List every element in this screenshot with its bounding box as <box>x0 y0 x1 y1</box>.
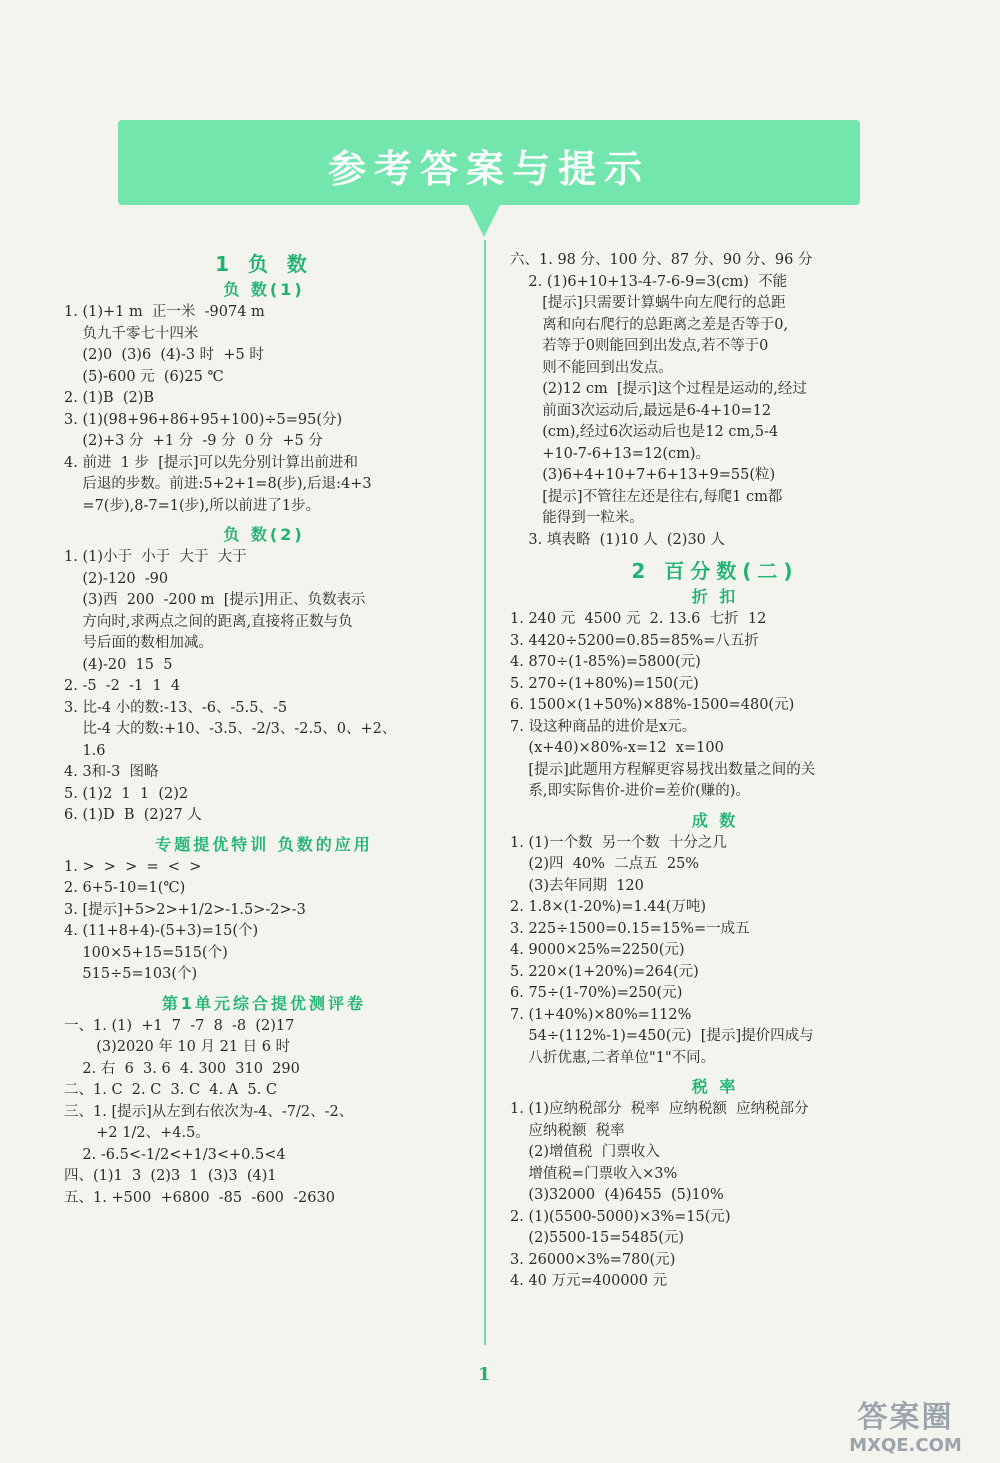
answer-line: 4. 前进 1 步 [提示]可以先分别计算出前进和 <box>64 454 359 471</box>
answer-line: (3)2020 年 10 月 21 日 6 时 <box>64 1039 291 1055</box>
answer-line: [提示]不管往左还是往右,每爬1 cm都 <box>510 488 783 505</box>
answer-line: [提示]只需要计算蜗牛向左爬行的总距 <box>510 295 786 311</box>
answer-line: (2)0 (3)6 (4)-3 时 +5 时 <box>64 347 264 363</box>
answer-line: (3)去年同期 120 <box>510 877 644 894</box>
answer-line: 1. (1)小于 小于 大于 大于 <box>64 549 247 565</box>
answers-negative-1 <box>64 302 464 517</box>
answer-line: +2 1/2、+4.5。 <box>64 1125 210 1141</box>
answer-line: 号后面的数相加减。 <box>64 635 213 651</box>
answer-line: (2)5500-15=5485(元) <box>510 1230 685 1246</box>
answer-line: (2)-120 -90 <box>64 570 169 587</box>
answer-line: 四、(1)1 3 (2)3 1 (3)3 (4)1 <box>64 1168 277 1184</box>
answer-line: 100×5+15=515(个) <box>64 944 228 961</box>
section-title-percent-2: 2 百分数(二) <box>631 559 799 583</box>
answer-line: (3)32000 (4)6455 (5)10% <box>510 1187 724 1203</box>
answer-line: 2. (1)6+10+13-4-7-6-9=3(cm) 不能 <box>510 273 788 290</box>
answer-line: 2. -6.5<-1/2<+1/3<+0.5<4 <box>64 1146 286 1163</box>
answer-line: 4. 3和-3 图略 <box>64 764 159 780</box>
watermark-logo-text: 答案圈 <box>857 1400 954 1435</box>
answer-line: 7. (1+40%)×80%=112% <box>510 1006 692 1023</box>
answer-line: 增值税=门票收入×3% <box>510 1165 678 1182</box>
answer-line: 2. 1.8×(1-20%)=1.44(万吨) <box>510 899 707 915</box>
answer-line: 方向时,求两点之间的距离,直接将正数与负 <box>64 613 353 630</box>
answers-negative-2 <box>64 547 464 827</box>
answer-line: 前面3次运动后,最远是6-4+10=12 <box>510 402 772 419</box>
answer-line: 1. (1)一个数 另一个数 十分之几 <box>510 834 727 851</box>
subsection-title-discount: 折 扣 <box>691 587 739 606</box>
watermark-logo <box>818 1400 993 1458</box>
answer-line: 4. 9000×25%=2250(元) <box>510 942 685 958</box>
answer-line: 2. 右 6 3. 6 4. 300 310 290 <box>64 1060 300 1077</box>
subsection-title-special-training: 专题提优特训 负数的应用 <box>155 834 373 854</box>
banner-pointer-decoration <box>468 205 500 237</box>
answer-line: 6. 75÷(1-70%)=250(元) <box>510 985 683 1001</box>
answer-line: 6. (1)D B (2)27 人 <box>64 807 202 823</box>
answer-line: (3)6+4+10+7+6+13+9=55(粒) <box>510 467 776 483</box>
answer-line: 3. (1)(98+96+86+95+100)÷5=95(分) <box>64 411 343 428</box>
answer-line: 4. 870÷(1-85%)=5800(元) <box>510 654 701 670</box>
subsection-title-tax-rate: 税 率 <box>691 1077 739 1096</box>
answer-line: 6. 1500×(1+50%)×88%-1500=480(元) <box>510 697 795 713</box>
answer-line: 3. 225÷1500=0.15=15%=一成五 <box>510 920 750 937</box>
watermark-url: MXQE.COM <box>849 1435 962 1456</box>
answer-line: (3)西 200 -200 m [提示]用正、负数表示 <box>64 592 366 608</box>
answer-line: (cm),经过6次运动后也是12 cm,5-4 <box>510 424 779 440</box>
answers-tax-rate <box>510 1099 920 1293</box>
answer-line: 六、1. 98 分、100 分、87 分、90 分、96 分 <box>510 252 813 268</box>
answer-line: 负九千零七十四米 <box>64 325 199 342</box>
answers-discount <box>510 609 920 803</box>
answer-line: (5)-600 元 (6)25 ℃ <box>64 368 224 385</box>
subsection-title-unit-test: 第1单元综合提优测评卷 <box>161 993 367 1013</box>
answer-line: =7(步),8-7=1(步),所以前进了1步。 <box>64 497 321 514</box>
answers-unit-test <box>64 1016 464 1210</box>
answer-line: 五、1. +500 +6800 -85 -600 -2630 <box>64 1189 335 1206</box>
answer-line: 离和向右爬行的总距离之差是否等于0, <box>510 316 789 333</box>
answer-line: 5. (1)2 1 1 (2)2 <box>64 785 189 802</box>
answer-line: 若等于0则能回到出发点,若不等于0 <box>510 338 769 354</box>
answer-line: 54÷(112%-1)=450(元) [提示]提价四成与 <box>510 1028 814 1044</box>
answer-line: 3. [提示]+5>2>+1/2>-1.5>-2>-3 <box>64 901 306 918</box>
left-column <box>64 250 464 1209</box>
column-divider <box>484 240 486 1345</box>
answer-line: 2. (1)B (2)B <box>64 390 155 406</box>
answer-line: 3. 比-4 小的数:-13、-6、-5.5、-5 <box>64 699 288 716</box>
answer-line: 3. 4420÷5200=0.85=85%=八五折 <box>510 632 759 649</box>
answer-line: 能得到一粒米。 <box>510 510 644 526</box>
answer-line: +10-7-6+13=12(cm)。 <box>510 445 710 462</box>
answer-line: 2. (1)(5500-5000)×3%=15(元) <box>510 1208 731 1225</box>
right-column <box>510 250 920 1293</box>
answer-line: (2)增值税 门票收入 <box>510 1144 660 1160</box>
answer-line: 八折优惠,二者单位"1"不同。 <box>510 1049 716 1066</box>
subsection-title-negative-2: 负 数(2) <box>223 525 305 544</box>
subsection-title-negative-1: 负 数(1) <box>223 280 305 299</box>
section-title-negative-numbers: 1 负 数 <box>215 252 313 276</box>
answer-line: 二、1. C 2. C 3. C 4. A 5. C <box>64 1082 277 1098</box>
answer-line: 7. 设这种商品的进价是x元。 <box>510 718 697 735</box>
answer-line: 4. 40 万元=400000 元 <box>510 1273 668 1289</box>
answer-line: 系,即实际售价-进价=差价(赚的)。 <box>510 783 750 799</box>
answer-line: 5. 270÷(1+80%)=150(元) <box>510 675 699 692</box>
answer-line: 后退的步数。前进:5+2+1=8(步),后退:4+3 <box>64 476 372 492</box>
answer-line: 4. (11+8+4)-(5+3)=15(个) <box>64 923 259 939</box>
answers-special-training <box>64 857 464 986</box>
answer-line: 比-4 大的数:+10、-3.5、-2/3、-2.5、0、+2、 <box>64 721 397 737</box>
answers-unit-test-continued <box>510 250 920 551</box>
answer-line: (x+40)×80%-x=12 x=100 <box>510 740 724 756</box>
answer-line: 1. (1)应纳税部分 税率 应纳税额 应纳税部分 <box>510 1101 809 1117</box>
answer-line: 则不能回到出发点。 <box>510 359 673 376</box>
answer-line: 3. 填表略 (1)10 人 (2)30 人 <box>510 531 726 548</box>
answer-line: 515÷5=103(个) <box>64 966 198 982</box>
answer-line: 1.6 <box>64 742 106 759</box>
page-number: 1 <box>478 1364 491 1385</box>
title-banner <box>118 120 860 205</box>
answer-line: 2. 6+5-10=1(℃) <box>64 880 186 896</box>
answer-line: 3. 26000×3%=780(元) <box>510 1251 676 1268</box>
subsection-title-chengshu: 成 数 <box>691 810 739 830</box>
answer-line: 三、1. [提示]从左到右依次为-4、-7/2、-2、 <box>64 1103 354 1120</box>
answer-line: [提示]此题用方程解更容易找出数量之间的关 <box>510 761 816 778</box>
page-title: 参考答案与提示 <box>327 147 650 191</box>
answer-line: (2)四 40% 二点五 25% <box>510 856 700 872</box>
answer-line: 1. > > > = < > <box>64 858 202 875</box>
answer-line: (2)+3 分 +1 分 -9 分 0 分 +5 分 <box>64 433 323 449</box>
answer-line: 2. -5 -2 -1 1 4 <box>64 678 181 694</box>
answers-chengshu <box>510 833 920 1070</box>
answer-line: 5. 220×(1+20%)=264(元) <box>510 963 699 980</box>
answer-line: 一、1. (1) +1 7 -7 8 -8 (2)17 <box>64 1017 295 1034</box>
answer-line: 1. (1)+1 m 正一米 -9074 m <box>64 304 265 320</box>
answer-line: 1. 240 元 4500 元 2. 13.6 七折 12 <box>510 611 767 627</box>
answer-line: (4)-20 15 5 <box>64 656 173 673</box>
answer-line: 应纳税额 税率 <box>510 1122 625 1139</box>
answer-line: (2)12 cm [提示]这个过程是运动的,经过 <box>510 381 807 397</box>
